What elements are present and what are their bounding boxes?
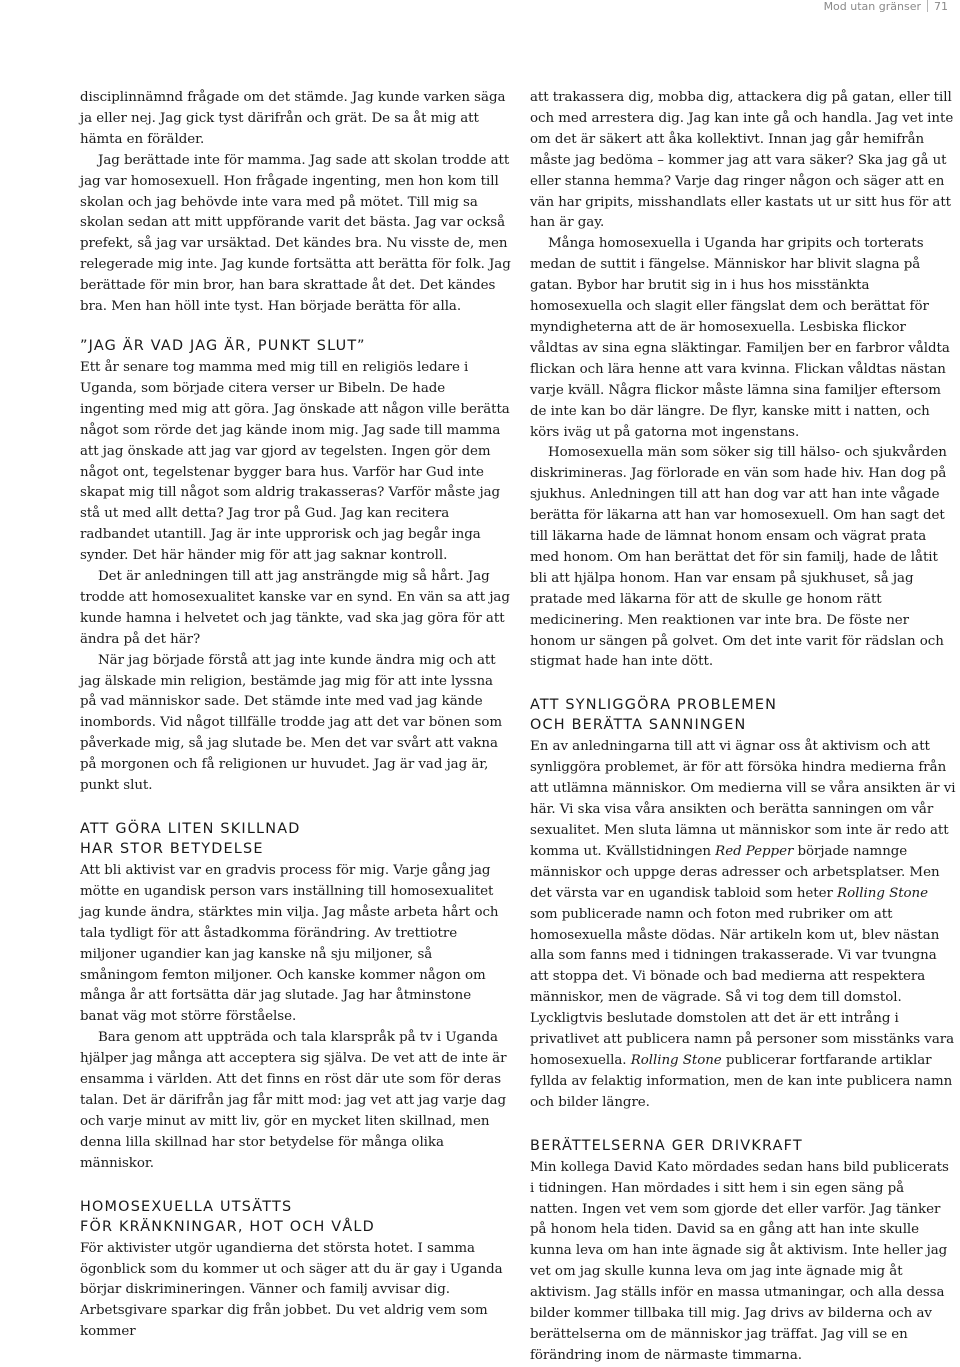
section-heading	[80, 819, 512, 859]
heading-line: ATT SYNLIGGÖRA PROBLEMEN	[530, 697, 778, 714]
paragraph: disciplinnämnd frågade om det stämde. Jag kunde varken säga ja eller nej. Jag gick tyst därifrån och grät. De sa åt mig att hämta en förälder.	[80, 90, 506, 147]
paragraph: att trakassera dig, mobba dig, attackera dig på gatan, eller till och med arrestera dig. Jag kan inte gå och handla. Jag vet inte om det är säkert att åka kollektivt. Innan jag går hemifrån måste jag bedöma – kommer jag att vara säker? Ska jag gå ut eller stanna hemma? Varje dag ringer någon och säger att en vän har gripits, misshandlats eller kastats ut ur sitt hus för att han är gay.	[530, 90, 954, 231]
text-run: började namnge människor och uppge deras adresser och arbetsplatser. Men det värsta var en ugandisk tabloid som heter	[530, 843, 940, 901]
section-heading	[80, 336, 512, 356]
text-run: En av anledningarna till att vi ägnar oss åt aktivism och att synliggöra problemet, är för att försöka hindra medierna från att utlämna människor. Om medierna vill se våra ansikten är vi här. Vi ska visa våra ansikten och berätta sanningen om vår sexualitet. Men sluta lämna ut människor som inte är redo att komma ut. Kvällstidningen	[530, 739, 956, 859]
heading-line: BERÄTTELSERNA GER DRIVKRAFT	[530, 1137, 803, 1154]
publication-name: Red Pepper	[715, 843, 794, 859]
running-title: Mod utan gränser	[823, 0, 921, 13]
page-number: 71	[934, 0, 948, 13]
heading-line: FÖR KRÄNKNINGAR, HOT OCH VÅLD	[80, 1218, 375, 1235]
section-heading	[530, 695, 956, 735]
paragraph: Jag berättade inte för mamma. Jag sade att skolan trodde att jag var homosexuell. Hon frågade ingenting, men hon kom till skolan och jag behövde inte vara med på mötet. Till mig sa skolan sedan att mitt uppförande varit det bästa. Jag var också prefekt, så jag var ursäktad. Det kändes bra. Nu visste de, men relegerade mig inte. Jag kunde fortsätta att berätta för folk. Jag berättade för min bror, han bara skrattade åt det. Det kändes bra. Men han höll inte tyst. Han började berätta för alla.	[80, 152, 511, 315]
paragraph	[530, 737, 956, 1113]
paragraph: När jag började förstå att jag inte kunde ändra mig och att jag älskade min religion, bestämde jag mig för att inte lyssna på vad människor sade. Det stämde inte med vad jag kände inombords. Vid något tillfälle trodde jag att det var bönen som påverkade mig, så jag slutade be. Men det var svårt att vakna på morgonen och få religionen ur huvudet. Jag är vad jag är, punkt slut.	[80, 652, 503, 794]
section-heading	[80, 1197, 512, 1237]
paragraph: För aktivister utgör ugandierna det största hotet. I samma ögonblick som du kommer ut och säger att du är gay i Uganda börjar diskrimineringen. Vänner och familj avvisar dig. Arbetsgivare sparkar dig från jobbet. Du vet aldrig vem som kommer	[80, 1240, 503, 1340]
paragraph: Ett år senare tog mamma med mig till en religiös ledare i Uganda, som började citera verser ur Bibeln. De hade ingenting med mig att göra. Jag önskade att någon ville berätta något som rörde det jag kände inom mig. Jag sade till mamma att jag önskade att jag var gjord av tegelsten. Ingen gör dem något ont, tegelstenar bygger bara hus. Varför har Gud inte skapat mig till något som aldrig trakasseras? Varför måste jag stå ut med allt detta? Jag tror på Gud. Jag kan recitera radbandet utantill. Jag är inte upprorisk och jag begår inga synder. Det här händer mig för att jag saknar kontroll.	[80, 359, 510, 564]
text-run: publicerar fortfarande artiklar fyllda av felaktig information, men de kan inte publicera namn och bilder längre.	[530, 1052, 953, 1110]
heading-line: OCH BERÄTTA SANNINGEN	[530, 717, 747, 734]
heading-line: HOMOSEXUELLA UTSÄTTS	[80, 1198, 293, 1215]
paragraph: Min kollega David Kato mördades sedan hans bild publicerats i tidningen. Han mördades i sitt hem i sin egen säng på natten. Ingen vet vem som gjorde det eller varför. Jag tänker på honom hela tiden. David sa en gång att han inte skulle kunna leva om han inte ägnade sig åt aktivism. Inte heller jag vet om jag skulle kunna leva om jag inte ägnade mig åt aktivism. Jag ställs inför en massa utmaningar, och alla dessa bilder kommer tillbaka till mig. Jag drivs av bilderna och av berättelserna om de människor jag träffat. Jag vill se en förändring inom de närmaste timmarna.	[530, 1159, 949, 1363]
paragraph: Att bli aktivist var en gradvis process för mig. Varje gång jag mötte en ugandisk person vars inställning till homosexualitet jag kunde ändra, stärktes min vilja. Jag måste arbeta hårt och tala tydligt för att åstadkomma förändring. Av trettiotre miljoner ugandier kan jag kanske nå sju miljoner, så småningom femton miljoner. Och kanske kommer någon om många år att fortsätta där jag slutade. Jag har åtminstone banat väg mot större förståelse.	[80, 863, 499, 1025]
text-run: som publicerade namn och foton med rubriker om att homosexuella måste dödas. När artikeln kom ut, blev nästan alla som fanns med i tidningen trakasserade. Vi var tvungna att stoppa det. Vi bönade och bad medierna att respektera människor, men de vägrade. Så vi tog dem till domstol. Lyckligtvis beslutade domstolen att det är ett intrång i privatlivet att publicera namn på personer som misstänks vara homosexuella.	[530, 906, 955, 1068]
paragraph: Många homosexuella i Uganda har gripits och torterats medan de suttit i fängelse. Människor har blivit slagna på gatan. Bybor har brutit sig in i hus hos misstänkta homosexuella och slagit eller fängslat dem och berättat för myndigheterna att de är homosexuella. Lesbiska flickor våldtas av sina egna släktingar. Familjen ber en farbror våldta flickan och lära henne att vara kvinna. Flickan våldtas nästan varje kväll. Några flickor måste lämna sina familjer eftersom de inte kan bo där längre. De flyr, kanske mitt i natten, och körs iväg ut på gatorna mot ingenstans.	[530, 236, 950, 440]
paragraph: Homosexuella män som söker sig till hälso- och sjukvården diskrimineras. Jag förlorade en vän som hade hiv. Han dog på sjukhus. Anledningen till att han dog var att han inte vågade berätta för läkarna att han var homosexuell. Om han sagt det till läkarna hade de lämnat honom ensam och vägrat prata med honom. Om han berättat det för sin familj, hade de låtit bli att hjälpa honom. Han var ensam på sjukhuset, så jag pratade med läkarna för att de skulle ge honom rätt medicinering. Men reaktionen var inte bra. De föste ner honom ur sängen på golvet. Om det inte varit för rädslan och stigmat hade han inte dött.	[530, 445, 947, 670]
heading-line: ATT GÖRA LITEN SKILLNAD	[80, 821, 301, 837]
running-header	[824, 0, 948, 18]
publication-name: Rolling Stone	[630, 1052, 722, 1068]
heading-line: ”JAG ÄR VAD JAG ÄR, PUNKT SLUT”	[80, 337, 366, 354]
header-divider	[927, 0, 928, 12]
paragraph: Det är anledningen till att jag ansträngde mig så hårt. Jag trodde att homosexualitet kanske var en synd. En vän sa att jag kunde hamna i helvetet och jag tänkte, vad ska jag göra för att ändra på det här?	[80, 569, 510, 647]
heading-line: HAR STOR BETYDELSE	[80, 841, 264, 857]
right-column	[530, 88, 956, 1367]
left-column	[80, 88, 512, 1343]
publication-name: Rolling Stone	[837, 885, 928, 901]
section-heading	[530, 1136, 956, 1156]
paragraph: Bara genom att uppträda och tala klarspråk på tv i Uganda hjälper jag många att acceptera sig själva. De vet att de inte är ensamma i världen. Att det finns en röst där ute som för deras talan. Det är därifrån jag får mitt mod: jag vet att jag varje dag och varje minut av mitt liv, gör en mycket liten skillnad, men denna lilla skillnad har stor betydelse för många olika människor.	[80, 1030, 507, 1171]
